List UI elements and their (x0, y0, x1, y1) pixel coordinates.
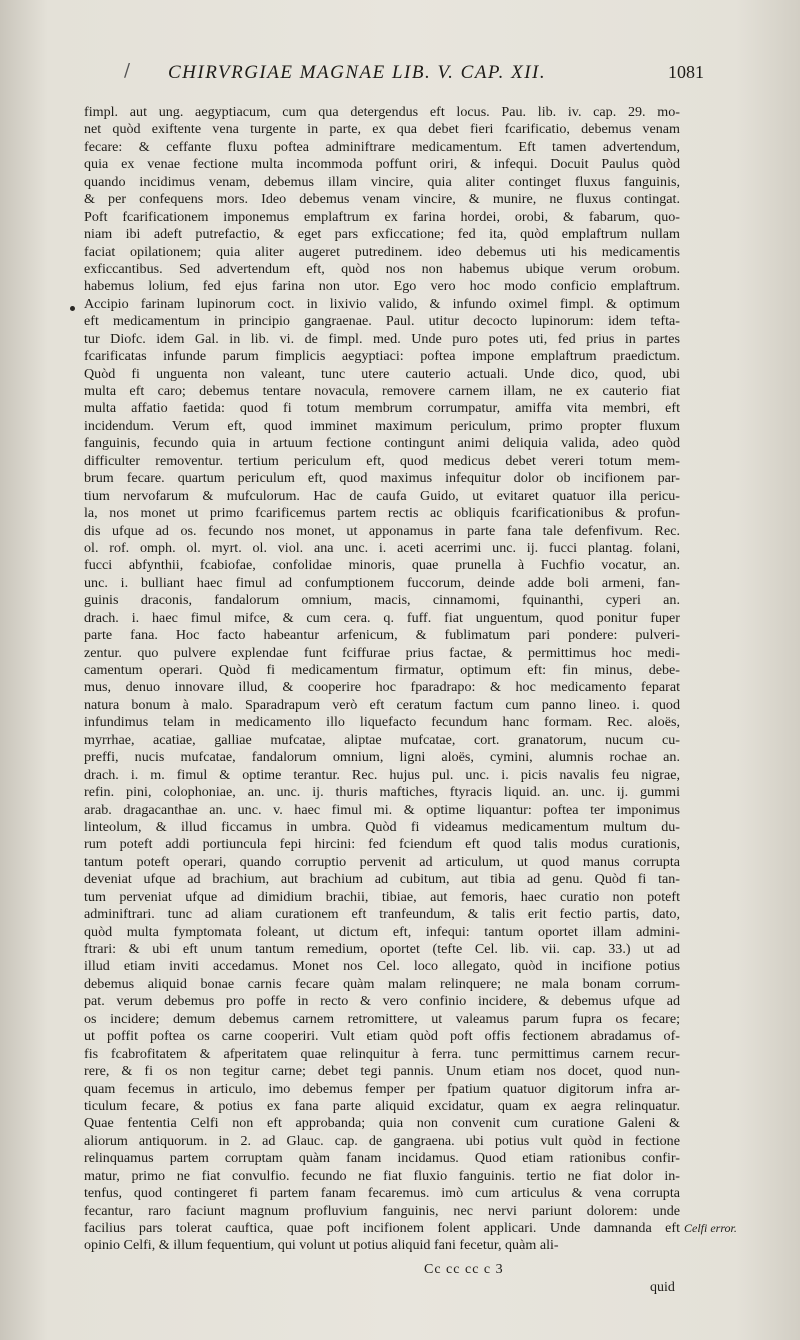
text-line: fimpl. aut ung. aegyptiacum, cum qua detergendus eft locus. Pau. lib. iv. cap. 29. mo- (84, 104, 680, 120)
text-line: ticulum fecare, & potius ex fana parte aliquid excidatur, quam ex aegra relinquatur. (84, 1097, 680, 1114)
text-line: quòd multa fymptomata foleant, ut dictum eft, infequi: tantum oportet illam admini- (84, 923, 680, 940)
text-line: multa eft caro; debemus tentare novacula, removere carnem illam, ne ex cauterio fiat (84, 383, 680, 399)
text-line: guinis draconis, fandalorum omnium, macis, cinnamomi, fquinanthi, cyperi an. (84, 592, 680, 609)
text-line: adminiftrari. tunc ad aliam curationem eft tranfeundum, & talis erit fectio partis, dato, (84, 906, 680, 923)
text-line: arab. dragacanthae an. unc. v. haec fimul mi. & optime liquantur: poftea ter imponimus (84, 801, 680, 818)
text-line: opinio Celfi, & illum fequentium, qui volunt ut potius aliquid fani fecetur, quàm ali- (84, 1237, 559, 1254)
text-line: Accipio farinam lupinorum coct. in lixivio valido, & infundo oximel fimpl. & optimum (84, 295, 680, 312)
text-line: habemus lolium, fed ejus farina non utor. Ego vero hoc modo conficio emplaftrum. (84, 278, 680, 295)
margin-note: Celfi error. (684, 1221, 737, 1235)
header-mark: / (124, 60, 131, 81)
body-text (84, 104, 680, 1255)
text-line: deveniat ufque ad brachium, aut brachium ad cubitum, aut tibia ad genu. Quòd fi tan- (84, 871, 680, 888)
text-line: infundimus telam in medicamento illo liquefacto fecundum hanc formam. Rec. aloës, (84, 714, 680, 731)
text-line: natura bonum à malo. Sparadrapum verò eft ceratum factum cum panno lineo. i. quod (84, 696, 680, 713)
text-line: eft medicamentum in principio gangraenae. Paul. utitur decocto lupinorum: idem tefta- (84, 313, 680, 330)
text-line: ut poffit poftea os carne cooperiri. Vult etiam quòd poft offis fectionem abradamus of- (84, 1028, 680, 1045)
text-line: niam ibi adeft putrefactio, & eget pars exficcatione; fed ita, quòd emplaftrum nullam (84, 226, 680, 243)
text-line: fucci abfynthii, fcabiofae, confolidae minoris, quae prunella à Fuchfio vocatur, an. (84, 557, 680, 574)
text-line: facilius pars tolerat cauftica, quae poft incifionem folent applicari. Unde damnanda eft (84, 1220, 680, 1236)
text-line: Quòd fi unguenta non valeant, tunc utere cauterio actuali. Unde dico, quod, ubi (84, 365, 680, 382)
text-line: ftrari: & ubi eft unum tantum remedium, oportet (tefte Cel. lib. vii. cap. 33.) ut ad (84, 941, 680, 957)
text-line: tum perveniat ufque ad dimidium brachii, tibiae, aut femoris, haec curatio non poteft (84, 888, 680, 905)
text-line: myrrhae, acatiae, galliae mufcatae, aliptae mufcatae, cort. granatorum, nucum cu- (84, 731, 680, 748)
text-line: debemus aliquid bonae carnis fecare quàm malam relinquere; ne mala bonam corrum- (84, 975, 680, 992)
text-line: fecare: & ceffante fluxu poftea adminiftrare medicamentum. Eft tamen advertendum, (84, 138, 680, 155)
text-line: tantum poteft operari, quando corruptio pervenit ad articulum, ut quod manus corrupta (84, 853, 680, 870)
text-line: dis ufque ad os. fecundo nos monet, ut apponamus in parte fana tale defenfivum. Rec. (84, 522, 680, 539)
text-line: brum fecare. quartum periculum eft, quod maximus infequitur dolor ob incifionem par- (84, 470, 680, 487)
margin-dot (70, 306, 75, 311)
text-line: pat. verum debemus pro poffe in recto & vero confinio incidere, & debemus ufque ad (84, 993, 680, 1010)
text-line: aliorum antiquorum. in 2. ad Glauc. cap. de gangraena. ubi potius vult quòd in fectione (84, 1132, 680, 1149)
text-line: illud etiam inviti accedamus. Monet nos Cel. loco allegato, quòd in incifione potius (84, 958, 680, 975)
text-line: quia ex venae fectione multa incommoda poffunt oriri, & infequi. Docuit Paulus quòd (84, 156, 680, 173)
text-line: refin. pini, colophoniae, an. unc. ij. thuris maftiches, ftyracis liquid. an. unc. ij. gummi (84, 784, 680, 801)
text-line: ol. rof. omph. ol. myrt. ol. viol. ana unc. i. aceti acerrimi unc. ij. fucci plantag. folani, (84, 539, 680, 556)
text-line: parte fana. Hoc facto habeantur arfenicum, & fublimatum pari pondere: pulveri- (84, 627, 680, 644)
text-line: drach. i. m. fimul & optime terantur. Rec. hujus pul. unc. i. picis navalis feu nigrae, (84, 766, 680, 783)
text-line: la, nos monet ut primo fcarificemus partem rectis ac obliquis fcarificationibus & profun- (84, 505, 680, 522)
text-line: linteolum, & illud ficcamus in umbra. Quòd fi videamus medicamentum multum du- (84, 818, 680, 835)
page-number: 1081 (668, 62, 704, 82)
text-line: matur, primo ne fiat convulfio. fecundo ne fiat fluxio fanguinis. tertio ne fiat dolor in- (84, 1167, 680, 1184)
text-line: multa affatio faetida: quod fi totum membrum corrumpatur, amiffa vita membri, eft (84, 400, 680, 417)
text-line: mus, denuo innovare illud, & cooperire hoc fparadrapo: & hoc medicamento feparat (84, 679, 680, 696)
text-line: exficcantibus. Sed advertendum eft, quòd nos non habemus ubique verum orobum. (84, 260, 680, 277)
text-line: rere, & fi os non tegitur carne; debet tegi pannis. Unum etiam nos docet, quod nun- (84, 1063, 680, 1080)
text-line: fecantur, raro faciunt magnum profluvium fanguinis, nec nervi pariunt dolorem: unde (84, 1202, 680, 1219)
text-line: tenfus, quod contingeret fi partem fanam fecaremus. imò cum articulus & vena corrupta (84, 1185, 680, 1202)
text-line: preffi, nucis mufcatae, fandalorum omnium, ligni aloës, cymini, alumnis rochae an. (84, 749, 680, 766)
running-header (88, 60, 704, 90)
text-line: os incidere; demum debemus carnem retromittere, ut valeamus parum fupra os fecare; (84, 1010, 680, 1027)
text-line: tur Diofc. idem Gal. in lib. vi. de fimpl. med. Unde puro potes uti, fed prius in partes (84, 330, 680, 347)
text-line: zentur. quo pulvere explendae funt fciffurae prius factae, & permittimus hoc medi- (84, 644, 680, 661)
text-line: quam fecemus in articulo, imo debemus femper per fpatium quatuor digitorum infra ar- (84, 1080, 680, 1097)
text-line: relinquamus partem corruptam quàm fanam incidamus. Quod etiam rationibus confir- (84, 1150, 680, 1167)
text-line: camentum operari. Quòd fi medicamentum firmatur, optimum eft: fin minus, debe- (84, 662, 680, 678)
text-line: tium nervofarum & mufculorum. Hac de caufa Guido, ut evitaret quatuor illa pericu- (84, 487, 680, 504)
running-title: CHIRVRGIAE MAGNAE LIB. V. CAP. XII. (168, 62, 547, 83)
text-line: fcarificatas infunde parum fimplicis aegyptiaci: poftea impone emplaftrum praedictum. (84, 348, 680, 365)
text-line: Poft fcarificationem imponemus emplaftrum ex farina hordei, orobi, & fabarum, quo- (84, 208, 680, 225)
text-line: fis fcabrofitatem & afperitatem quae relinquitur à ferra. tunc permittimus carnem recur- (84, 1045, 680, 1062)
text-line: incidendum. Verum eft, quod imminet maximum periculum, primo propter fluxum (84, 417, 680, 434)
text-line: difficulter removentur. tertium periculum eft, quod medicus debet vereri totum mem- (84, 452, 680, 469)
text-line: net quòd exiftente vena turgente in parte, ex qua debet fieri fcarificatio, debemus venam (84, 121, 680, 138)
text-line: quando incidimus venam, debemus illam vincire, quia aliter continget fluxus fanguinis, (84, 173, 680, 190)
text-line: Quae fententia Celfi non eft approbanda; quia non convenit cum curatione Galeni & (84, 1115, 680, 1132)
signature-mark: Cc cc cc c 3 (424, 1262, 504, 1277)
text-line: fanguinis, fecundo quia in artuum fectione contingunt animi deliquia valida, adeo quòd (84, 435, 680, 452)
text-line: & per confequens mors. Ideo debemus venam vincire, & munire, ne fluxus contingat. (84, 191, 680, 208)
text-line: drach. i. haec fimul mifce, & cum cera. q. fuff. fiat unguentum, quod ponitur fuper (84, 609, 680, 626)
text-line: unc. i. bulliant haec fimul ad confumptionem fuccorum, deinde adde boli armeni, fan- (84, 574, 680, 591)
catchword: quid (650, 1280, 675, 1295)
text-line: rum poteft addi portiuncula fepi hircini: fed fciendum eft quod talis modus curationis, (84, 836, 680, 853)
text-line: faciat opilationem; quia aliter augeret putredinem. ideo debemus uti his medicamentis (84, 243, 680, 260)
